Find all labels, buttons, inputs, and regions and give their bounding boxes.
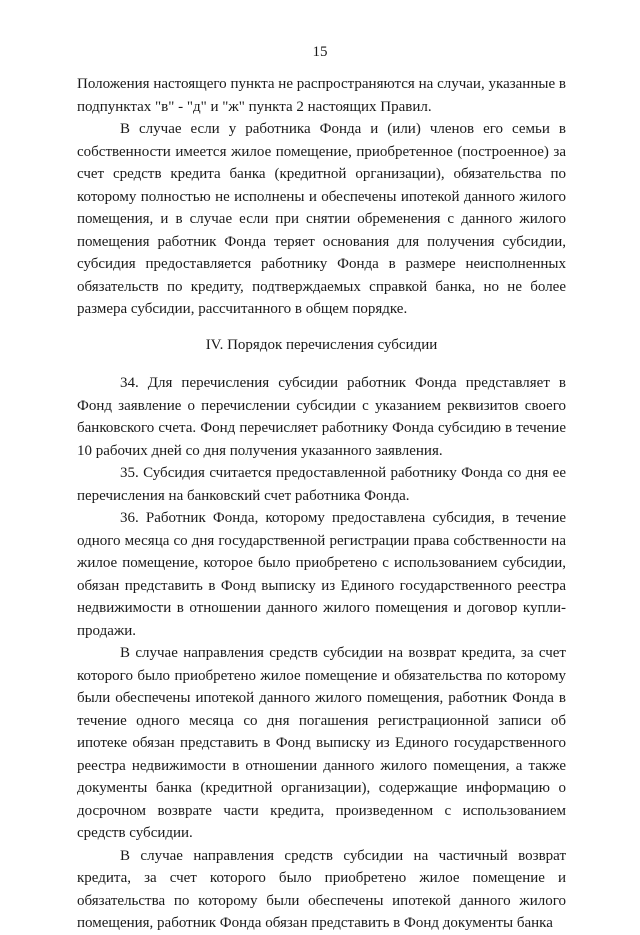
paragraph-36: 36. Работник Фонда, которому предоставлена субсидия, в течение одного месяца со дня государственной регистрации права собственности на жилое помещение, которое было приобретено с использованием субсидии, обязан представить в Фонд выписку из Единого государственного реестра недвижимости в отношении данного жилого помещения и договор купли-продажи.: [77, 510, 566, 639]
paragraph-36-partial-repayment: В случае направления средств субсидии на частичный возврат кредита, за счет которого было приобретено жилое помещение и обязательства по которому были обеспечены ипотекой данного жилого помещения, работник Фонда обязан представить в Фонд документы банка: [77, 847, 566, 931]
document-body: [77, 73, 566, 935]
section-heading: IV. Порядок перечисления субсидии: [205, 336, 438, 353]
paragraph-36-loan-repayment: В случае направления средств субсидии на возврат кредита, за счет которого было приобретено жилое помещение и обязательства по которому были обеспечены ипотекой данного жилого помещения, работник Фонда в течение одного месяца со дня погашения регистрационной записи об ипотеке обязан представить в Фонд выписку из Единого государственного реестра недвижимости в отношении данного жилого помещения, а также документы банка (кредитной организации), содержащие информацию о досрочном возврате части кредита, произведенном с использованием средств субсидии.: [77, 645, 566, 841]
paragraph-34: 34. Для перечисления субсидии работник Фонда представляет в Фонд заявление о перечислении субсидии с указанием реквизитов своего банковского счета. Фонд перечисляет работнику Фонда субсидию в течение 10 рабочих дней со дня получения указанного заявления.: [77, 375, 566, 459]
page-number: 15: [312, 44, 328, 60]
paragraph-35: 35. Субсидия считается предоставленной работнику Фонда со дня ее перечисления на банковский счет работника Фонда.: [77, 465, 566, 504]
paragraph-mortgage-clause: В случае если у работника Фонда и (или) членов его семьи в собственности имеется жилое помещение, приобретенное (построенное) за счет средств кредита банка (кредитной организации), обязательства по которому полностью не исполнены и обеспечены ипотекой данного жилого помещения, и в случае если при снятии обременения с данного жилого помещения работник Фонда теряет основания для получения субсидии, субсидия предоставляется работнику Фонда в размере неисполненных обязательств по кредиту, подтверждаемых справкой банка, но не более размера субсидии, рассчитанного в общем порядке.: [77, 121, 566, 317]
paragraph-continuation: Положения настоящего пункта не распространяются на случаи, указанные в подпунктах "в" - "д" и "ж" пункта 2 настоящих Правил.: [77, 76, 566, 115]
